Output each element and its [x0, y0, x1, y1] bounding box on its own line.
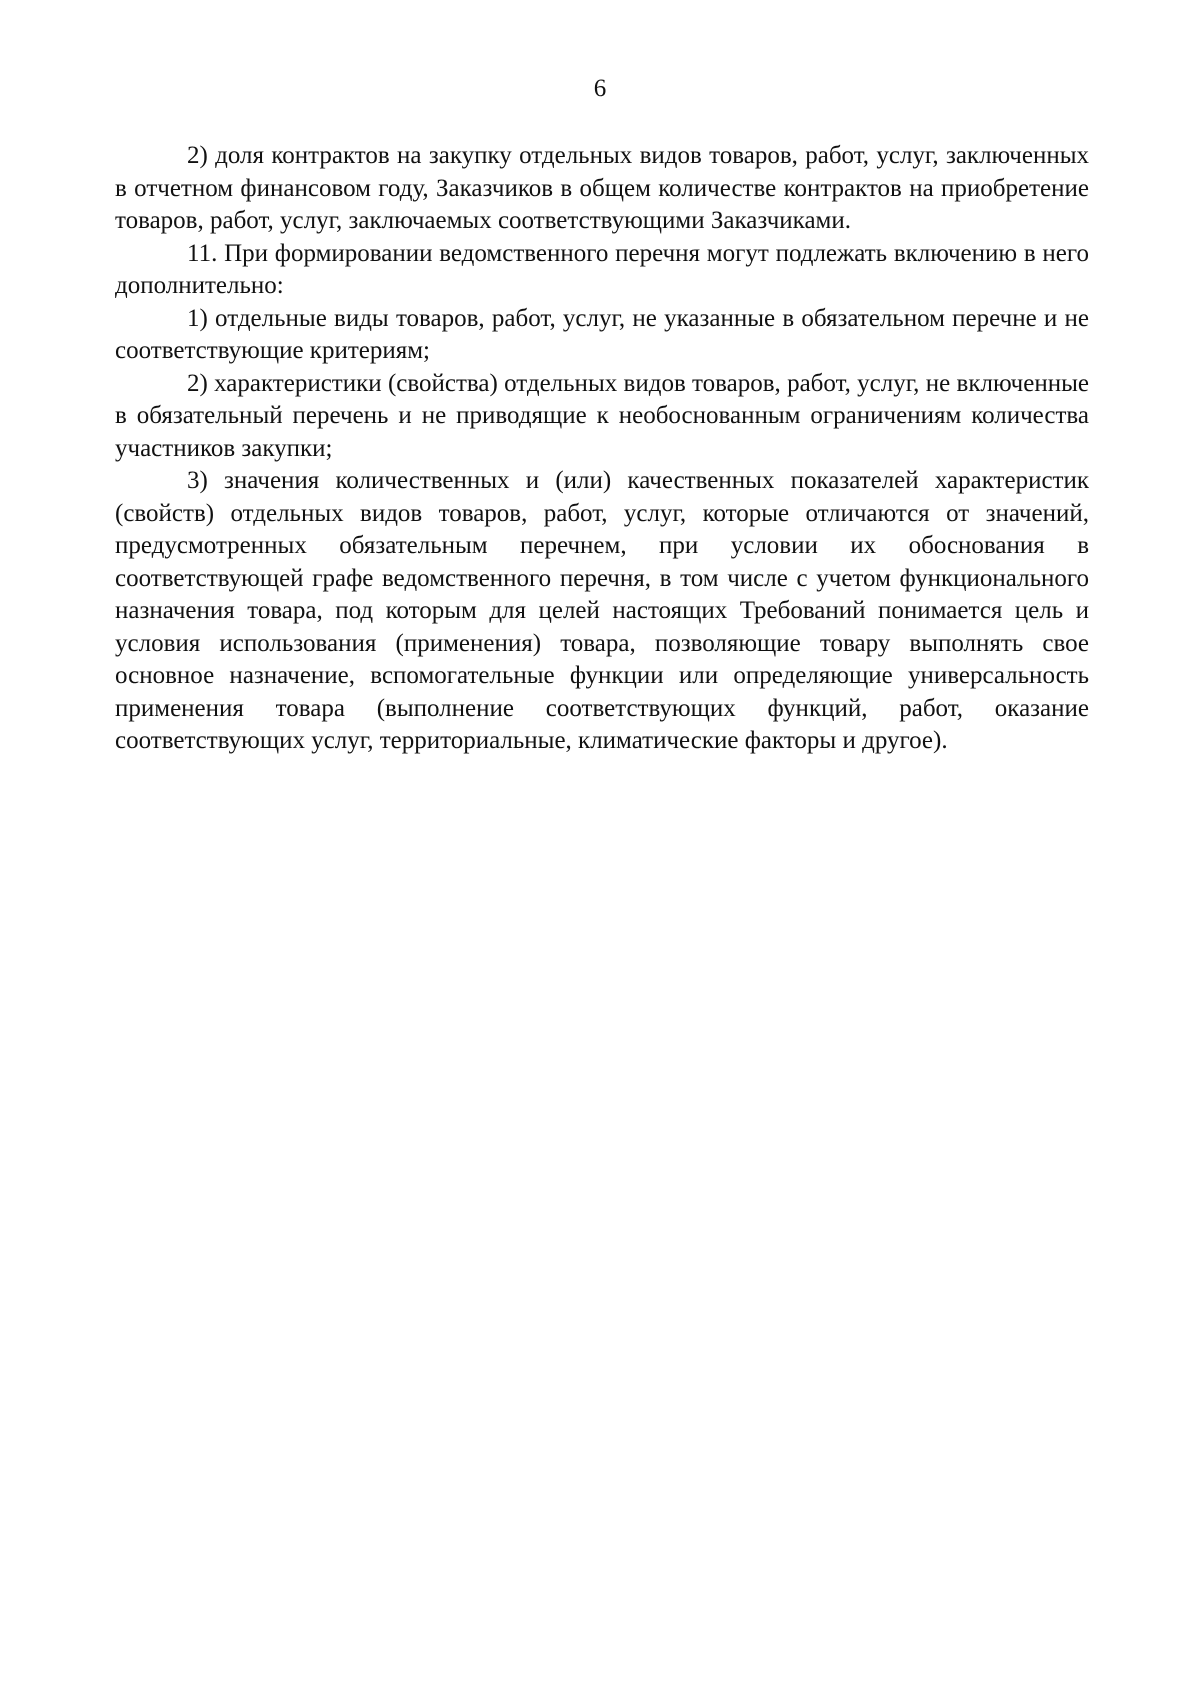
- document-body: [115, 140, 1089, 758]
- paragraph-clause-11: 11. При формировании ведомственного перечня могут подлежать включению в него дополнительно:: [115, 239, 1089, 299]
- paragraph-contracts-share: 2) доля контрактов на закупку отдельных видов товаров, работ, услуг, заключенных в отчетном финансовом году, Заказчиков в общем количестве контрактов на приобретение товаров, работ, услуг, заключаемых соответствующими Заказчиками.: [115, 142, 1089, 234]
- paragraph-item-1: 1) отдельные виды товаров, работ, услуг, не указанные в обязательном перечне и не соответствующие критериям;: [115, 304, 1089, 364]
- paragraph-item-3: 3) значения количественных и (или) качественных показателей характеристик (свойств) отдельных видов товаров, работ, услуг, которые отличаются от значений, предусмотренных обязательным перечнем, при условии их обоснования в соответствующей графе ведомственного перечня, в том числе с учетом функционального назначения товара, под которым для целей настоящих Требований понимается цель и условия использования (применения) товара, позволяющие товару выполнять свое основное назначение, вспомогательные функции или определяющие универсальность применения товара (выполнение соответствующих функций, работ, оказание соответствующих услуг, территориальные, климатические факторы и другое).: [115, 467, 1089, 754]
- paragraph-item-2: 2) характеристики (свойства) отдельных видов товаров, работ, услуг, не включенные в обязательный перечень и не приводящие к необоснованным ограничениям количества участников закупки;: [115, 369, 1089, 462]
- page-number: 6: [593, 75, 607, 102]
